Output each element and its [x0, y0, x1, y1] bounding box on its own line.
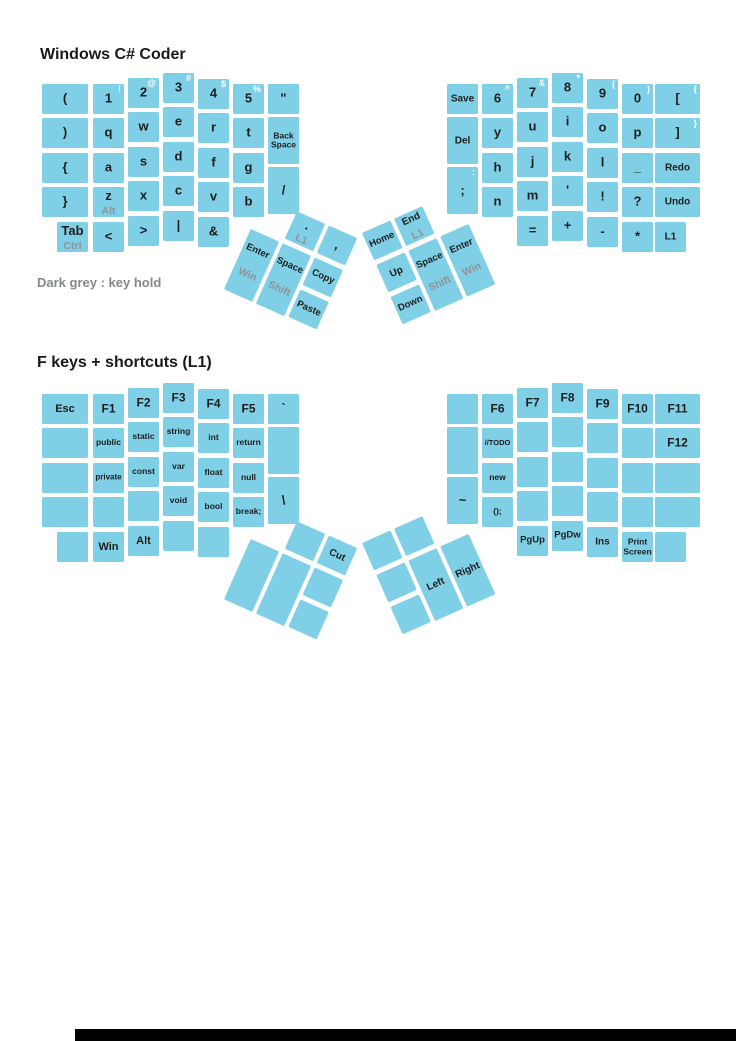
key-f4[interactable]	[198, 389, 229, 419]
key-label: }	[62, 193, 68, 209]
key-hold-label: Ctrl	[63, 240, 82, 252]
key-blank[interactable]	[268, 427, 299, 474]
key-blank[interactable]	[42, 497, 88, 527]
key-label: Enter	[244, 241, 272, 262]
key-int[interactable]	[198, 423, 229, 453]
key-return[interactable]	[233, 428, 264, 458]
key-shift-label: :	[472, 167, 475, 177]
key-blank[interactable]	[42, 463, 88, 493]
key-shift-label: }	[693, 118, 697, 128]
key-label: bool	[204, 501, 223, 512]
layer2-left-thumb-cluster	[224, 507, 357, 640]
key-f3[interactable]	[163, 383, 194, 413]
key-f11[interactable]	[655, 394, 700, 424]
key-hold-label: Win	[236, 265, 259, 284]
key-label: c	[174, 182, 183, 198]
key-label: Back Space	[270, 129, 297, 150]
key-label: y	[493, 124, 502, 140]
key-label: >	[139, 222, 148, 238]
key-label: *	[634, 228, 641, 244]
key-label: F7	[525, 395, 540, 410]
key-label: (	[62, 90, 68, 106]
key-label: ,	[332, 237, 343, 253]
key-label: Copy	[310, 266, 337, 287]
key-label: int	[208, 432, 219, 443]
key-label: void	[169, 495, 188, 506]
key-label: Space	[414, 249, 445, 272]
key-var[interactable]	[163, 452, 194, 482]
key-f2[interactable]	[128, 388, 159, 418]
bottom-bar	[75, 1029, 736, 1041]
key-label: const	[132, 466, 155, 477]
key-shift-label: @	[147, 78, 156, 88]
key-label: public	[95, 437, 122, 448]
key-blank[interactable]	[622, 428, 653, 458]
key-label: 4	[209, 85, 218, 101]
key-label: k	[563, 148, 572, 164]
key-label: Down	[396, 293, 425, 314]
key-shift-label: {	[693, 84, 697, 94]
key-label: Del	[454, 134, 471, 146]
key-blank[interactable]	[587, 423, 618, 453]
key-label: .	[302, 217, 313, 233]
key-label: static	[132, 431, 155, 442]
layer2-title: F keys + shortcuts (L1)	[37, 354, 212, 371]
key-null[interactable]	[233, 463, 264, 493]
key-label: j	[530, 153, 535, 169]
key-void[interactable]	[163, 486, 194, 516]
key-label: Undo	[664, 196, 691, 208]
key-label: F6	[490, 401, 505, 416]
key-new[interactable]	[482, 463, 513, 493]
key-label: u	[528, 118, 537, 134]
key-shift-label: ^	[504, 84, 510, 94]
key-blank[interactable]	[57, 532, 88, 562]
key-label: ?	[633, 193, 642, 209]
key-shift-label: %	[252, 84, 261, 94]
key-f9[interactable]	[587, 389, 618, 419]
key-label: Alt	[136, 534, 151, 547]
key-label: s	[139, 153, 148, 169]
key-label: "	[280, 90, 287, 106]
key-label: ();	[493, 506, 502, 517]
key-hold-label: Alt	[101, 205, 116, 217]
key-label: Tab	[61, 223, 84, 238]
key-label: )	[62, 124, 68, 140]
key-shift-label: (	[612, 79, 615, 89]
key-shift-label: *	[576, 73, 580, 83]
key-label: ~	[458, 492, 467, 508]
key-print-screen[interactable]	[622, 532, 653, 562]
key-label: F2	[136, 395, 151, 410]
key-label: p	[633, 124, 642, 140]
key-label: i	[565, 113, 570, 129]
key-label: |	[176, 217, 181, 233]
key-label: '	[565, 182, 570, 198]
key-f5[interactable]	[233, 394, 264, 424]
key-pgup[interactable]	[517, 526, 548, 556]
key-blank[interactable]	[517, 491, 548, 521]
key-f8[interactable]	[552, 383, 583, 413]
key-blank[interactable]	[93, 497, 124, 527]
key-label: l	[600, 154, 605, 170]
key-blank[interactable]	[517, 457, 548, 487]
key-ins[interactable]	[587, 527, 618, 557]
key-label: F12	[667, 435, 688, 450]
key-private[interactable]	[93, 463, 124, 493]
key-backtick[interactable]	[268, 394, 299, 424]
key-label: Ins	[595, 536, 610, 548]
key-alt[interactable]	[128, 526, 159, 556]
key-label: 7	[528, 84, 537, 100]
key-label: F1	[101, 401, 116, 416]
key-blank[interactable]	[622, 497, 653, 527]
key-label: PgDw	[554, 529, 581, 541]
key-parens-semicolon[interactable]	[482, 497, 513, 527]
key-label: 3	[174, 79, 183, 95]
key-hold-label: Shift	[266, 278, 293, 300]
key-hold-label: L1	[293, 231, 310, 248]
key-label: o	[598, 119, 607, 135]
key-bool[interactable]	[198, 492, 229, 522]
key-blank[interactable]	[587, 492, 618, 522]
key-label: [	[675, 90, 680, 106]
key-float[interactable]	[198, 458, 229, 488]
key-static[interactable]	[128, 422, 159, 452]
key-label: d	[174, 148, 183, 164]
key-blank[interactable]	[288, 599, 329, 639]
key-blank[interactable]	[655, 532, 686, 562]
key-shift-label: !	[118, 84, 121, 94]
key-label: <	[104, 228, 113, 244]
key-f10[interactable]	[622, 394, 653, 424]
key-label: Up	[388, 264, 405, 281]
key-label: var	[172, 461, 185, 472]
key-label: private	[95, 472, 122, 482]
key-label: 8	[563, 79, 572, 95]
key-hold-label: Win	[460, 260, 484, 279]
key-label: Paste	[295, 298, 323, 319]
key-blank[interactable]	[447, 394, 478, 424]
key-f1[interactable]	[93, 394, 124, 424]
key-cut[interactable]	[317, 535, 358, 575]
key-label: 1	[104, 90, 113, 106]
key-pgdw[interactable]	[552, 521, 583, 551]
key-label: z	[105, 188, 112, 203]
key-label: Print Screen	[623, 536, 652, 556]
key-label: &	[208, 223, 219, 239]
key-label: Enter	[448, 236, 475, 257]
key-label: Esc	[55, 402, 75, 415]
key-shift-label: $	[220, 79, 226, 89]
key-label: float	[204, 467, 223, 478]
key-label: Left	[425, 575, 447, 594]
key-label: Cut	[327, 546, 347, 564]
key-label: new	[489, 472, 506, 483]
key-label: Space	[274, 254, 305, 277]
key-blank[interactable]	[517, 422, 548, 452]
key-label: //TODO	[484, 437, 511, 447]
key-blank[interactable]	[163, 521, 194, 551]
key-label: Right	[453, 560, 482, 581]
key-label: F10	[627, 401, 648, 416]
key-label: End	[400, 210, 423, 229]
key-label: ]	[675, 124, 680, 140]
key-label: `	[281, 400, 286, 416]
key-shift-label: )	[647, 84, 650, 94]
key-label: null	[240, 472, 257, 483]
key-label: return	[236, 437, 261, 448]
key-label: 5	[244, 90, 253, 106]
key-label: F8	[560, 390, 575, 405]
key-label: v	[209, 188, 218, 204]
key-label: /	[281, 182, 286, 198]
key-label: Save	[450, 93, 475, 105]
key-label: f	[211, 154, 216, 170]
key-label: x	[139, 187, 148, 203]
key-label: -	[600, 223, 605, 239]
layer1-title: Windows C# Coder	[40, 46, 186, 63]
key-label: 2	[139, 84, 148, 100]
key-label: 6	[493, 90, 502, 106]
key-blank[interactable]	[303, 567, 344, 607]
key-shift-label: &	[538, 78, 545, 88]
key-label: a	[104, 159, 113, 175]
key-f12[interactable]	[655, 428, 700, 458]
key-win[interactable]	[93, 532, 124, 562]
key-label: 0	[633, 90, 642, 106]
hold-legend: Dark grey : key hold	[37, 275, 162, 290]
key-todo-comment[interactable]	[482, 428, 513, 458]
key-hold-label: L1	[409, 226, 426, 243]
key-esc[interactable]	[42, 394, 88, 424]
key-label: ;	[460, 182, 465, 198]
key-label: F11	[667, 401, 688, 416]
key-f7[interactable]	[517, 388, 548, 418]
key-label: n	[493, 193, 502, 209]
key-blank[interactable]	[128, 491, 159, 521]
key-blank[interactable]	[552, 452, 583, 482]
key-label: t	[246, 124, 251, 140]
key-label: w	[138, 118, 149, 134]
key-label: _	[633, 159, 642, 175]
key-label: m	[526, 187, 539, 203]
key-blank[interactable]	[447, 427, 478, 474]
key-const[interactable]	[128, 457, 159, 487]
key-label: F3	[171, 390, 186, 405]
key-label: h	[493, 159, 502, 175]
key-label: =	[528, 222, 537, 238]
key-label: q	[104, 124, 113, 140]
key-blank[interactable]	[198, 527, 229, 557]
key-label: PgUp	[520, 534, 545, 546]
key-label: F5	[241, 401, 256, 416]
key-blank[interactable]	[622, 463, 653, 493]
key-label: break;	[235, 506, 262, 517]
key-label: g	[244, 159, 253, 175]
key-blank[interactable]	[394, 516, 435, 556]
key-label: e	[174, 113, 183, 129]
key-label: Home	[367, 229, 397, 251]
key-label: L1	[664, 231, 677, 243]
key-label: !	[600, 188, 605, 204]
key-blank[interactable]	[552, 486, 583, 516]
key-string[interactable]	[163, 417, 194, 447]
key-label: +	[563, 217, 572, 233]
key-label: \	[281, 492, 286, 508]
key-label: Redo	[665, 162, 690, 174]
key-shift-label: #	[185, 73, 191, 83]
key-blank[interactable]	[552, 417, 583, 447]
key-label: {	[62, 159, 68, 175]
key-label: string	[166, 426, 191, 437]
key-blank[interactable]	[42, 428, 88, 458]
key-hold-label: Shift	[426, 273, 453, 294]
key-label: 9	[598, 85, 607, 101]
key-blank[interactable]	[587, 458, 618, 488]
key-label: b	[244, 193, 253, 209]
key-label: F9	[595, 396, 610, 411]
key-label: Win	[98, 540, 119, 553]
key-label: r	[210, 119, 217, 135]
key-blank[interactable]	[655, 463, 700, 493]
key-public[interactable]	[93, 428, 124, 458]
key-blank[interactable]	[655, 497, 700, 527]
key-label: F4	[206, 396, 221, 411]
key-f6[interactable]	[482, 394, 513, 424]
